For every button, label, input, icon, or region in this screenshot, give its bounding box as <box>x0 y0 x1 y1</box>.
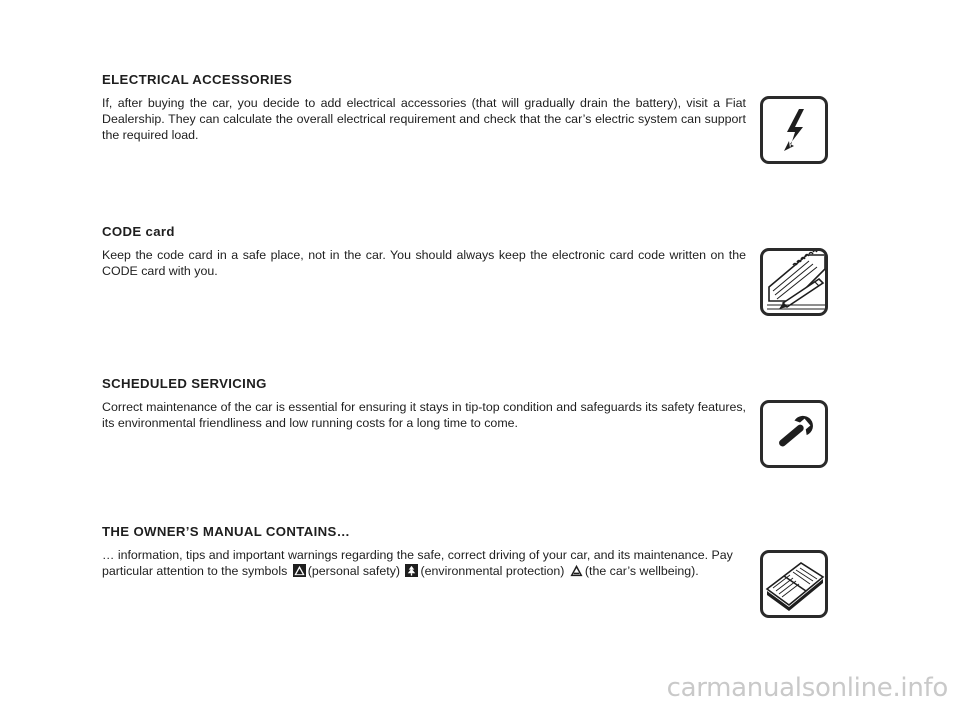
environmental-protection-symbol-icon <box>405 564 418 577</box>
manual-intro-text: … information, tips and important warnings regarding the safe, correct driving of your car, and its maintenance. Pay particular attention to the symbols <box>102 548 733 579</box>
section-code-card <box>102 224 746 279</box>
heading-scheduled-servicing: SCHEDULED SERVICING <box>102 376 267 391</box>
watermark: carmanualsonline.info <box>666 673 948 703</box>
personal-safety-label: (personal safety) <box>307 564 401 579</box>
heading-owners-manual: THE OWNER’S MANUAL CONTAINS… <box>102 524 351 539</box>
car-wellbeing-label: (the car’s wellbeing). <box>584 564 699 579</box>
paragraph-electrical-accessories: If, after buying the car, you decide to add electrical accessories (that will gradually drain the battery), visit a Fiat Dealership. They can calculate the overall electrical requirement and check that the car’s electric system can support the required load. <box>102 96 746 143</box>
section-scheduled-servicing <box>102 376 746 431</box>
section-electrical-accessories <box>102 72 746 144</box>
lightning-bolt-icon <box>760 96 828 164</box>
wrench-icon <box>760 400 828 468</box>
notepad-pencil-icon <box>760 248 828 316</box>
paragraph-owners-manual <box>102 547 746 579</box>
car-wellbeing-symbol-icon <box>570 564 583 577</box>
heading-code-card: CODE card <box>102 224 175 239</box>
section-owners-manual <box>102 524 746 579</box>
paragraph-code-card: Keep the code card in a safe place, not in the car. You should always keep the electronic card code written on the CODE card with you. <box>102 248 746 279</box>
environmental-protection-label: (environmental protection) <box>420 564 565 579</box>
open-book-icon <box>760 550 828 618</box>
personal-safety-symbol-icon <box>293 564 306 577</box>
paragraph-scheduled-servicing: Correct maintenance of the car is essential for ensuring it stays in tip-top condition and safeguards its safety features, its environmental friendliness and low running costs for a long time to come. <box>102 400 746 431</box>
heading-electrical-accessories: ELECTRICAL ACCESSORIES <box>102 72 293 87</box>
